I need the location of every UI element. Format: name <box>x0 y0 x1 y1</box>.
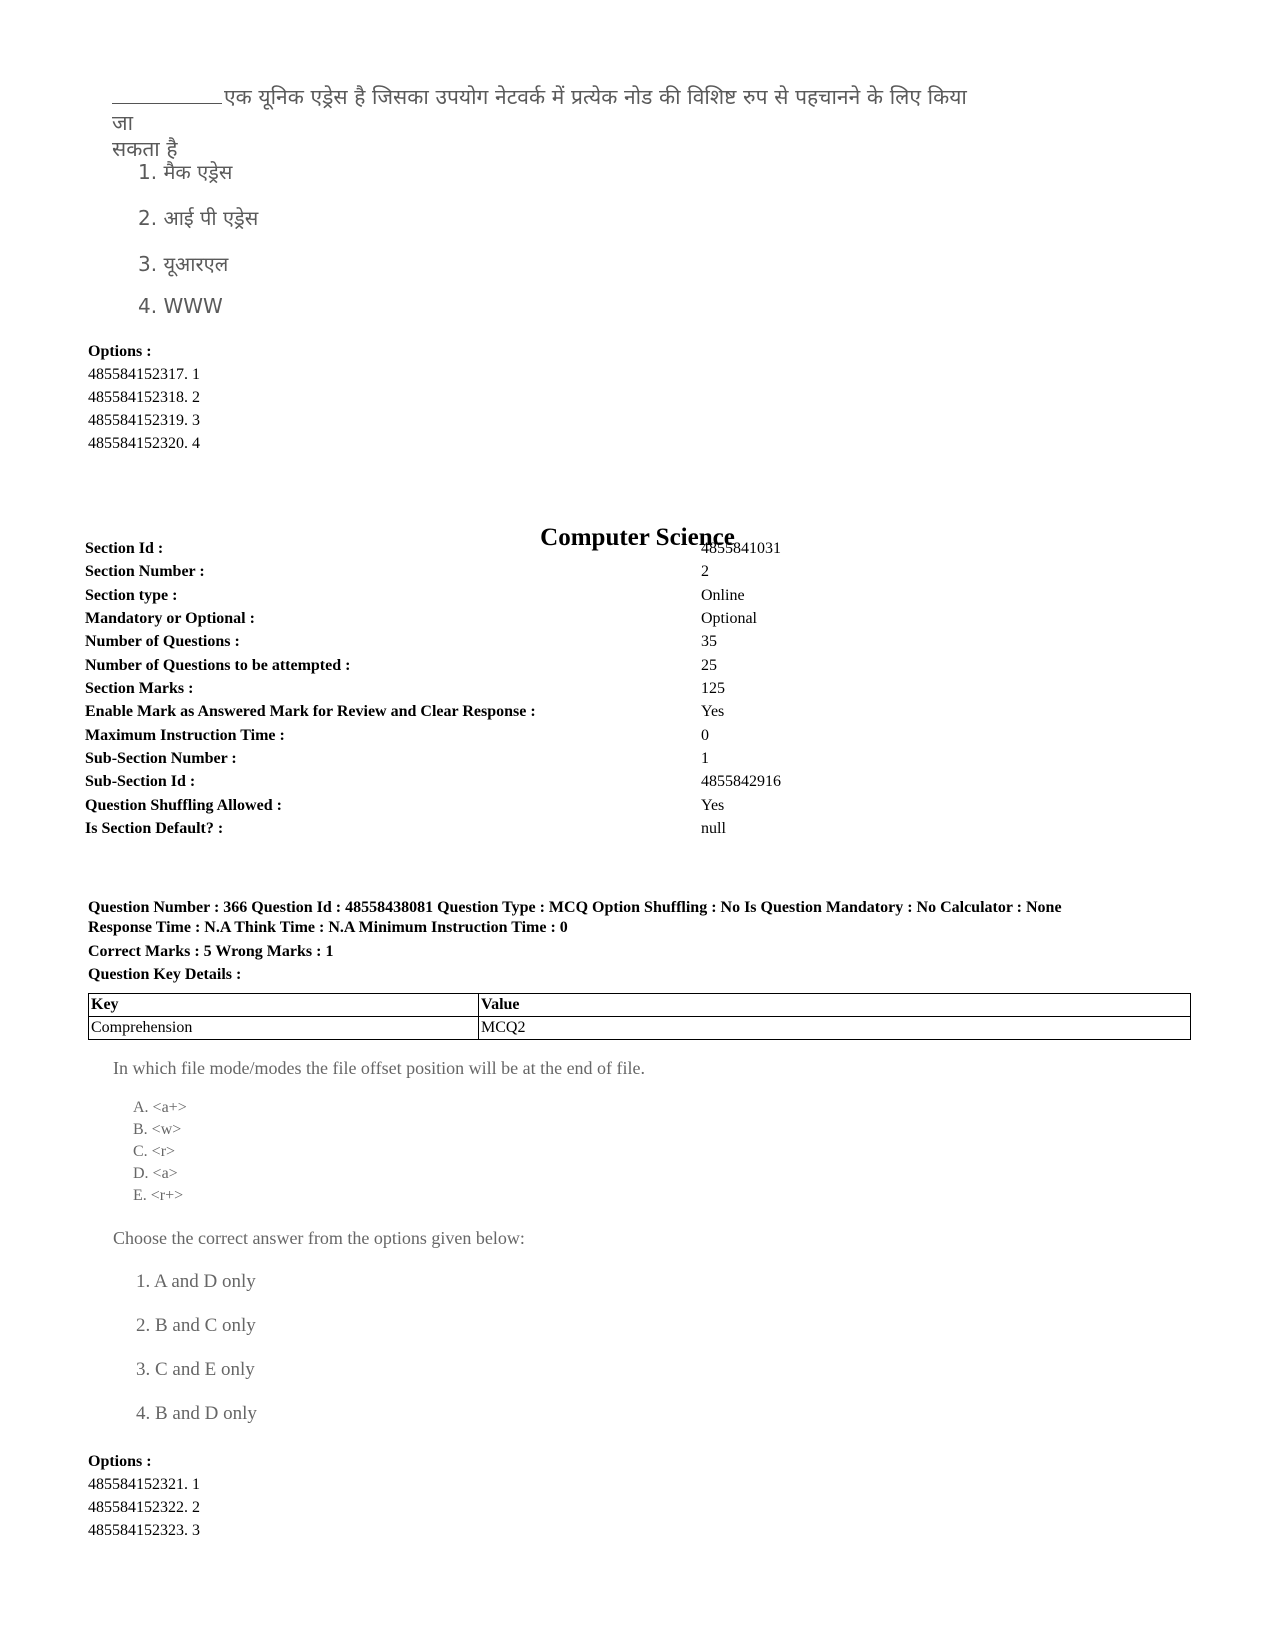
question-1-choice: 3. यूआरएल <box>138 252 229 276</box>
table-header-row <box>89 994 1191 1017</box>
section-row-label: Question Shuffling Allowed : <box>85 797 282 814</box>
question-2-header-line1: Question Number : 366 Question Id : 48558438081 Question Type : MCQ Option Shuffling : No Is Question Mandatory : No Calculator : None <box>88 899 1062 916</box>
question-2-marks: Correct Marks : 5 Wrong Marks : 1 <box>88 943 334 960</box>
question-1-option: 485584152319. 3 <box>88 412 200 429</box>
question-2-options-label: Options : <box>88 1453 152 1470</box>
section-row-label: Mandatory or Optional : <box>85 610 255 627</box>
section-row-value: 4855842916 <box>701 773 781 790</box>
table-cell-key: Comprehension <box>89 1017 479 1040</box>
section-row-value: 4855841031 <box>701 540 781 557</box>
section-row-label: Maximum Instruction Time : <box>85 727 285 744</box>
table-row <box>89 1017 1191 1040</box>
question-2-statement: C. <r> <box>133 1143 176 1160</box>
section-row-label: Sub-Section Number : <box>85 750 237 767</box>
section-row-label: Number of Questions to be attempted : <box>85 657 351 674</box>
question-2-statement: A. <a+> <box>133 1099 187 1116</box>
question-2-statement: B. <w> <box>133 1121 182 1138</box>
question-2-option: 485584152323. 3 <box>88 1522 200 1539</box>
question-2-choice: 2. B and C only <box>136 1315 256 1336</box>
table-header-value: Value <box>479 994 1191 1017</box>
section-row-label: Section type : <box>85 587 178 604</box>
question-1-option: 485584152317. 1 <box>88 366 200 383</box>
section-row-value: Optional <box>701 610 757 627</box>
section-row-value: Yes <box>701 703 725 720</box>
question-1-choice: 4. WWW <box>138 294 223 318</box>
question-1-choice: 1. मैक एड्रेस <box>138 160 233 184</box>
section-row-label: Enable Mark as Answered Mark for Review and Clear Response : <box>85 703 536 720</box>
question-1-stem-line2: सकता है <box>112 137 178 161</box>
question-1-choice: 2. आई पी एड्रेस <box>138 206 259 230</box>
question-2-statement: D. <a> <box>133 1165 178 1182</box>
question-2-choice: 3. C and E only <box>136 1359 255 1380</box>
question-2-header-line2: Response Time : N.A Think Time : N.A Minimum Instruction Time : 0 <box>88 919 568 936</box>
section-row-value: Online <box>701 587 745 604</box>
section-title: Computer Science <box>540 524 735 551</box>
question-2-instruction: Choose the correct answer from the options given below: <box>113 1228 525 1248</box>
table-cell-value: MCQ2 <box>479 1017 1191 1040</box>
question-2-choice: 4. B and D only <box>136 1403 257 1424</box>
section-row-label: Number of Questions : <box>85 633 240 650</box>
section-row-value: 125 <box>701 680 725 697</box>
section-row-label: Section Number : <box>85 563 205 580</box>
question-key-table <box>88 993 1191 1040</box>
question-2-stem: In which file mode/modes the file offset position will be at the end of file. <box>113 1058 646 1078</box>
section-row-value: null <box>701 820 726 837</box>
fill-in-blank <box>112 85 222 104</box>
question-1-options-label: Options : <box>88 343 152 360</box>
section-row-label: Sub-Section Id : <box>85 773 196 790</box>
section-row-label: Section Id : <box>85 540 164 557</box>
question-1-stem-line1: एक यूनिक एड्रेस है जिसका उपयोग नेटवर्क में प्रत्येक नोड की विशिष्ट रुप से पहचानने के लिए किया जा <box>112 85 967 135</box>
question-key-details-label: Question Key Details : <box>88 966 242 983</box>
section-row-value: 25 <box>701 657 717 674</box>
section-row-value: Yes <box>701 797 725 814</box>
section-row-value: 35 <box>701 633 717 650</box>
question-2-option: 485584152322. 2 <box>88 1499 200 1516</box>
section-row-value: 0 <box>701 727 709 744</box>
question-2-option: 485584152321. 1 <box>88 1476 200 1493</box>
question-1-option: 485584152320. 4 <box>88 435 200 452</box>
section-row-value: 2 <box>701 563 709 580</box>
section-row-value: 1 <box>701 750 709 767</box>
section-row-label: Section Marks : <box>85 680 194 697</box>
question-1-stem <box>112 84 992 162</box>
question-2-statement: E. <r+> <box>133 1187 184 1204</box>
question-2-choice: 1. A and D only <box>136 1271 256 1292</box>
table-header-key: Key <box>89 994 479 1017</box>
section-row-label: Is Section Default? : <box>85 820 224 837</box>
question-1-option: 485584152318. 2 <box>88 389 200 406</box>
